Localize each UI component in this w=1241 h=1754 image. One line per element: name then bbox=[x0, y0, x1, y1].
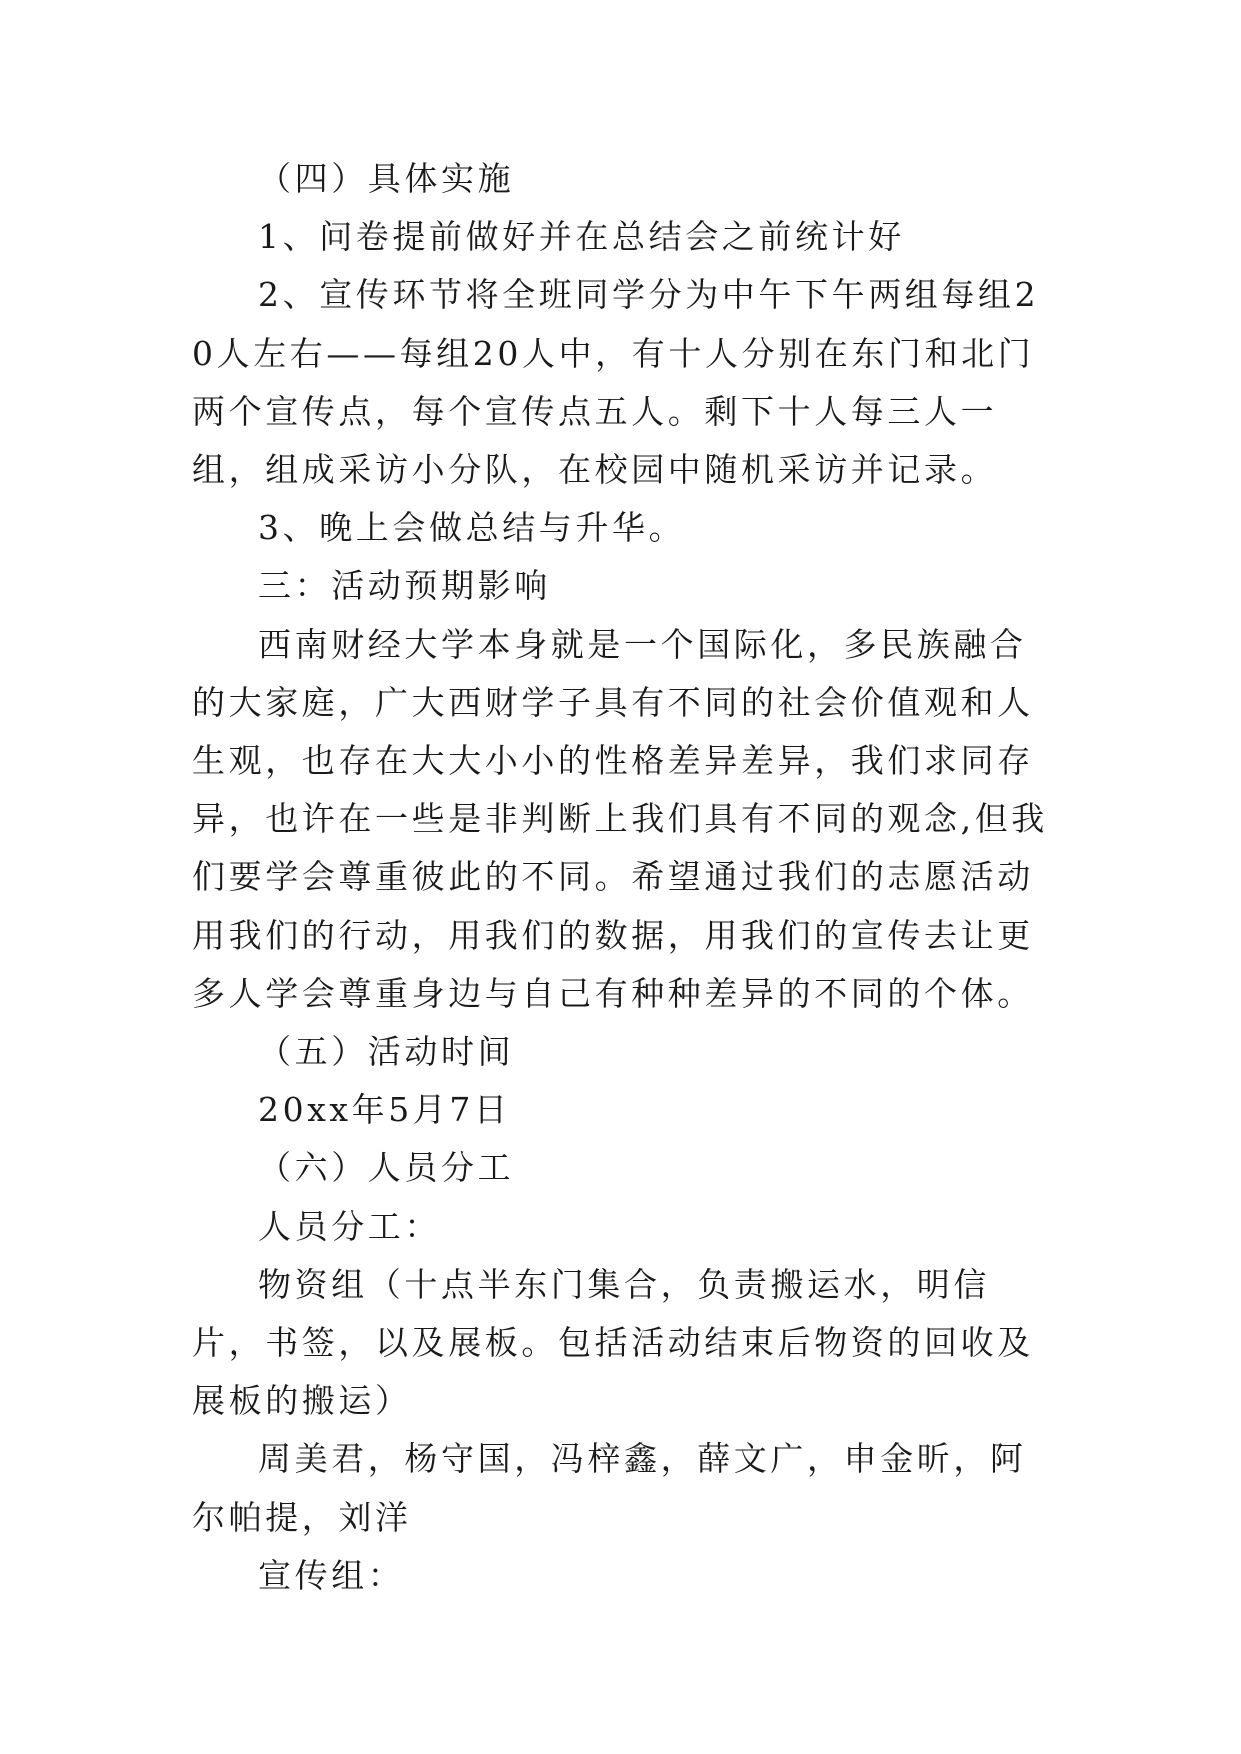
paragraph-item-2: 2、宣传环节将全班同学分为中午下午两组每组20人左右——每组20人中，有十人分别在东门和北门两个宣传点，每个宣传点五人。剩下十人每三人一组，组成采访小分队，在校园中随机采访并记录。 bbox=[192, 275, 1040, 490]
paragraph-item-1: 1、问卷提前做好并在总结会之前统计好 bbox=[258, 217, 905, 257]
section-heading-activity-time: （五）活动时间 bbox=[258, 1032, 515, 1072]
paragraph-publicity-group: 宣传组： bbox=[258, 1555, 405, 1595]
paragraph-expected-impact: 西南财经大学本身就是一个国际化，多民族融合的大家庭，广大西财学子具有不同的社会价值观和人生观，也存在大大小小的性格差异差异，我们求同存异，也许在一些是非判断上我们具有不同的观念,但我们要学会尊重彼此的不同。希望通过我们的志愿活动用我们的行动，用我们的数据，用我们的宣传去让更多人学会尊重身边与自己有种种差异的不同的个体。 bbox=[192, 624, 1048, 1013]
section-heading-staff-division: （六）人员分工 bbox=[258, 1148, 515, 1188]
paragraph-materials-group: 物资组（十点半东门集合，负责搬运水，明信片，书签，以及展板。包括活动结束后物资的回收及展板的搬运） bbox=[192, 1264, 1034, 1421]
paragraph-item-3: 3、晚上会做总结与升华。 bbox=[258, 508, 686, 548]
document-body bbox=[192, 150, 1052, 1605]
section-heading-implementation: （四）具体实施 bbox=[258, 159, 515, 198]
paragraph-materials-members: 周美君，杨守国，冯梓鑫，薛文广，申金昕，阿尔帕提，刘洋 bbox=[192, 1439, 1027, 1537]
paragraph-staff-division-label: 人员分工： bbox=[258, 1206, 441, 1246]
paragraph-activity-date: 20xx年5月7日 bbox=[258, 1090, 511, 1130]
section-heading-expected-impact: 三：活动预期影响 bbox=[258, 566, 551, 606]
